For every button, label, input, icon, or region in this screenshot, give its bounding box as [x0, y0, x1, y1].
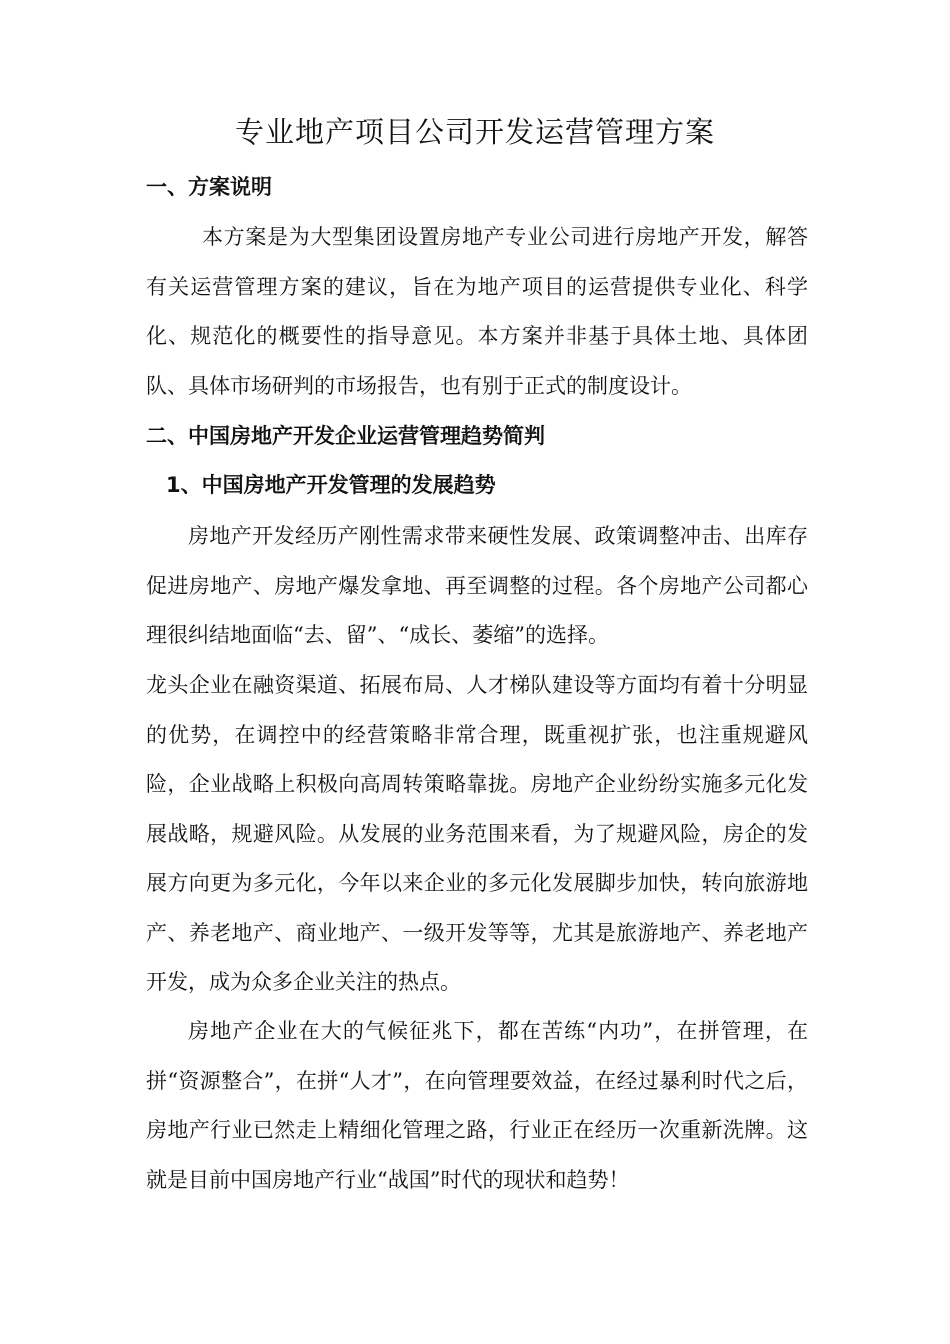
section-heading-plan-description: 一、方案说明 — [146, 174, 272, 199]
paragraph-development-process: 房地产开发经历产刚性需求带来硬性发展、政策调整冲击、出库存促进房地产、房地产爆发拿地、再至调整的过程。各个房地产公司都心理很纠结地面临“去、留”、“成长、萎缩”的选择。 — [146, 524, 808, 647]
subsection-number: 1 — [166, 473, 181, 497]
paragraph-leading-enterprises: 龙头企业在融资渠道、拓展布局、人才梯队建设等方面均有着十分明显的优势，在调控中的经营策略非常合理，既重视扩张，也注重规避风险，企业战略上积极向高周转策略靠拢。房地产企业纷纷实施多元化发展战略，规避风险。从发展的业务范围来看，为了规避风险，房企的发展方向更为多元化，今年以来企业的多元化发展脚步加快，转向旅游地产、养老地产、商业地产、一级开发等等，尤其是旅游地产、养老地产开发，成为众多企业关注的热点。 — [146, 673, 808, 994]
subsection-heading-text: 、中国房地产开发管理的发展趋势 — [180, 472, 496, 497]
section-heading-trend-analysis: 二、中国房地产开发企业运营管理趋势简判 — [146, 423, 545, 448]
paragraph-plan-description: 本方案是为大型集团设置房地产专业公司进行房地产开发，解答有关运营管理方案的建议，旨在为地产项目的运营提供专业化、科学化、规范化的概要性的指导意见。本方案并非基于具体土地、具体团队、具体市场研判的市场报告，也有别于正式的制度设计。 — [146, 225, 808, 398]
document-title: 专业地产项目公司开发运营管理方案 — [234, 115, 715, 149]
paragraph-industry-reshuffle: 房地产企业在大的气候征兆下，都在苦练“内功”，在拼管理，在拼“资源整合”，在拼“人才”，在向管理要效益，在经过暴利时代之后，房地产行业已然走上精细化管理之路，行业正在经历一次重新洗牌。这就是目前中国房地产行业“战国”时代的现状和趋势！ — [146, 1019, 808, 1192]
subsection-heading-development-trend — [166, 470, 846, 500]
